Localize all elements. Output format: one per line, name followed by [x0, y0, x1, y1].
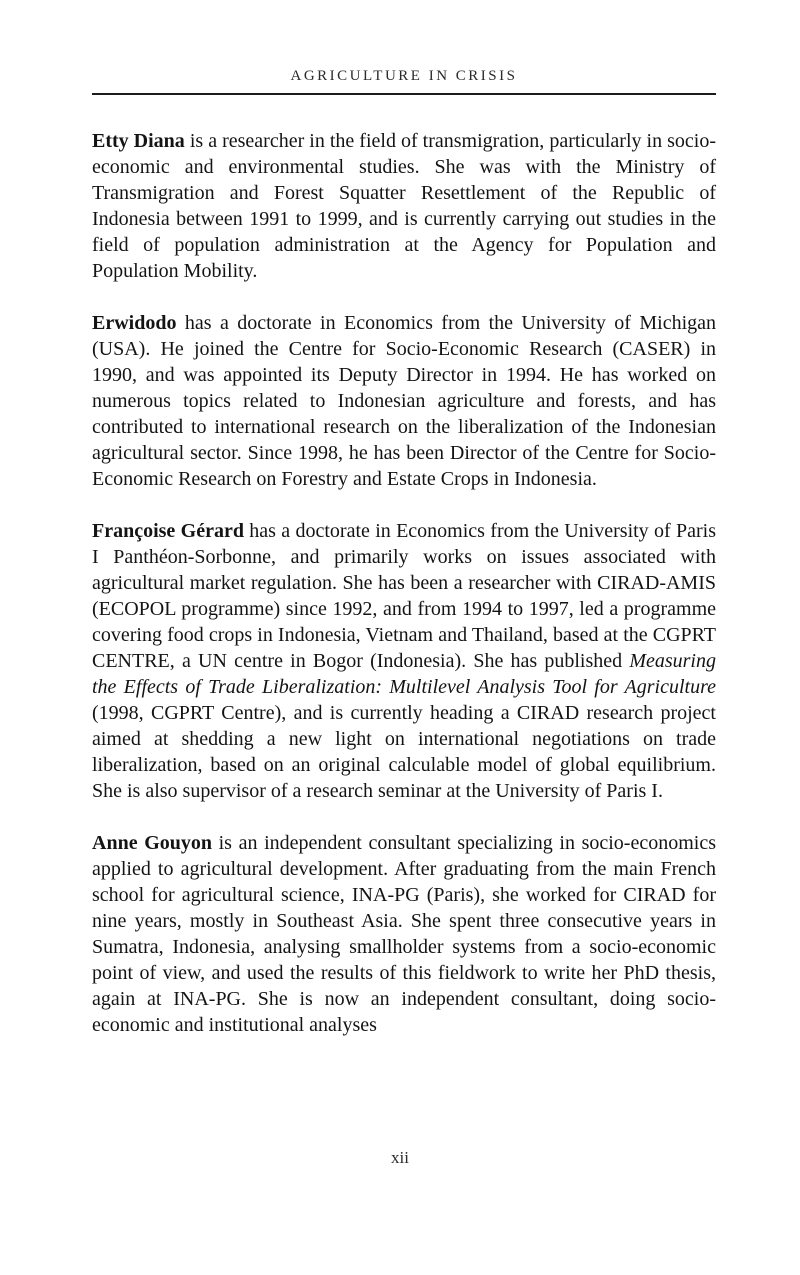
- contributor-name-francoise-gerard: Françoise Gérard: [92, 520, 244, 542]
- text-block: [92, 0, 716, 1038]
- contributor-name-erwidodo: Erwidodo: [92, 312, 177, 334]
- book-title-italic: Measuring the Effects of Trade Liberalization: Multilevel Analysis Tool for Agriculture: [92, 650, 716, 698]
- bio-paragraph-etty-diana: [92, 128, 716, 284]
- page-number: xii: [391, 1148, 409, 1167]
- bio-text-etty-diana: is a researcher in the field of transmigration, particularly in socio-economic and environmental studies. She was with the Ministry of Transmigration and Forest Squatter Resettlement of the Republic of Indonesia between 1991 to 1999, and is currently carrying out studies in the field of population administration at the Agency for Population and Population Mobility.: [92, 130, 716, 282]
- bio-paragraph-erwidodo: [92, 310, 716, 492]
- contributor-name-anne-gouyon: Anne Gouyon: [92, 832, 212, 854]
- bio-paragraph-francoise-gerard: [92, 518, 716, 804]
- running-head-title: AGRICULTURE IN CRISIS: [290, 68, 518, 84]
- header-rule: [92, 93, 716, 95]
- bio-text-erwidodo: has a doctorate in Economics from the University of Michigan (USA). He joined the Centre for Socio-Economic Research (CASER) in 1990, and was appointed its Deputy Director in 1994. He has worked on numerous topics related to Indonesian agriculture and forests, and has contributed to international research on the liberalization of the Indonesian agricultural sector. Since 1998, he has been Director of the Centre for Socio-Economic Research on Forestry and Estate Crops in Indonesia.: [92, 312, 716, 490]
- page-header: [92, 66, 716, 95]
- bio-paragraph-anne-gouyon: [92, 830, 716, 1038]
- bio-text-francoise-gerard-before-title: has a doctorate in Economics from the University of Paris I Panthéon-Sorbonne, and primarily works on issues associated with agricultural market regulation. She has been a researcher with CIRAD-AMIS (ECOPOL programme) since 1992, and from 1994 to 1997, led a programme covering food crops in Indonesia, Vietnam and Thailand, based at the CGPRT CENTRE, a UN centre in Bogor (Indonesia). She has published: [92, 520, 716, 672]
- contributor-name-etty-diana: Etty Diana: [92, 130, 185, 152]
- bio-text-anne-gouyon: is an independent consultant specializing in socio-economics applied to agricultural development. After graduating from the main French school for agricultural science, INA-PG (Paris), she worked for CIRAD for nine years, mostly in Southeast Asia. She spent three consecutive years in Sumatra, Indonesia, analysing smallholder systems from a socio-economic point of view, and used the results of this fieldwork to write her PhD thesis, again at INA-PG. She is now an independent consultant, doing socio-economic and institutional analyses: [92, 832, 716, 1036]
- contributor-bios: [92, 128, 716, 1038]
- bio-text-francoise-gerard-after-title: (1998, CGPRT Centre), and is currently heading a CIRAD research project aimed at shedding a new light on international negotiations on trade liberalization, based on an original calculable model of global equilibrium. She is also supervisor of a research seminar at the University of Paris I.: [92, 702, 716, 802]
